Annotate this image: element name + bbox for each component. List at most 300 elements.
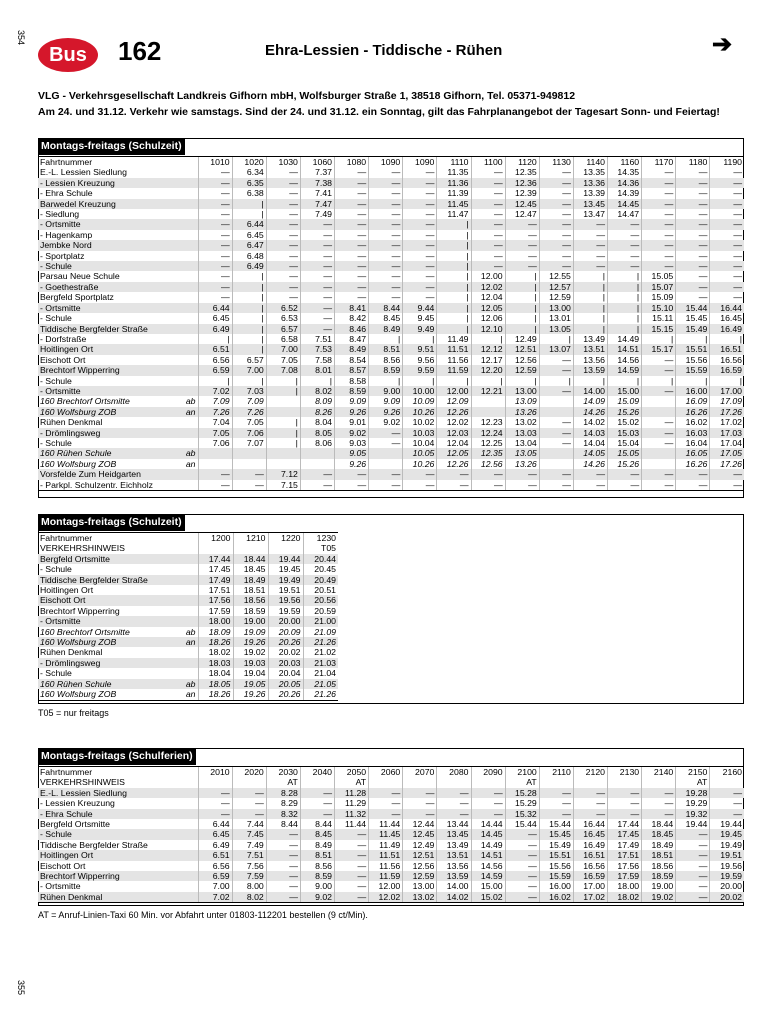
departure-time: 18.56	[642, 861, 676, 871]
departure-time: —	[505, 850, 539, 860]
departure-time: —	[300, 271, 334, 281]
departure-time: 19.44	[676, 819, 710, 829]
timetable-row	[38, 637, 338, 647]
departure-time: 6.48	[232, 251, 266, 261]
stop-name: 160 Brechtorf Ortsmitte	[40, 396, 130, 407]
trip-number: 1090	[369, 157, 403, 168]
departure-time: —	[369, 251, 403, 261]
departure-time: —	[642, 798, 676, 808]
departure-time: —	[676, 167, 710, 177]
departure-time: —	[676, 240, 710, 250]
departure-time: 7.51	[232, 850, 266, 860]
departure-time: 7.56	[232, 861, 266, 871]
stop-name: - Parkpl. Schulzentr. Eichholz	[38, 480, 178, 491]
departure-time: |	[232, 199, 266, 209]
stop-name: - Ortsmitte	[38, 386, 178, 396]
departure-time: —	[710, 788, 744, 798]
arrival-departure-marker	[178, 282, 198, 292]
stop-name: - Ortsmitte	[38, 219, 178, 229]
departure-time: 9.56	[403, 355, 437, 365]
departure-time: 13.39	[573, 188, 607, 198]
departure-time: 12.39	[505, 188, 539, 198]
departure-time: 19.26	[233, 689, 268, 700]
departure-time: 15.09	[642, 292, 676, 302]
departure-time: 16.56	[573, 861, 607, 871]
stop-name: Tiddische Bergfelder Straße	[38, 324, 178, 334]
timetable-row	[38, 788, 744, 798]
departure-time: 12.02	[437, 417, 471, 427]
departure-time: |	[266, 417, 300, 427]
departure-time: —	[710, 469, 744, 479]
departure-time: —	[403, 271, 437, 281]
departure-time: —	[266, 881, 300, 891]
departure-time: 11.28	[335, 788, 369, 798]
arrival-departure-marker	[178, 480, 198, 491]
departure-time: |	[505, 376, 539, 386]
departure-time: 6.45	[198, 829, 232, 839]
departure-time: 18.09	[198, 627, 233, 637]
stop-name: Tiddische Bergfelder Straße	[38, 575, 178, 585]
departure-time: —	[335, 209, 369, 219]
departure-time: 12.09	[437, 396, 471, 406]
timetable-row	[38, 554, 338, 564]
departure-time: 18.59	[642, 871, 676, 881]
departure-time: —	[266, 178, 300, 188]
arrival-departure-marker: ab	[178, 679, 198, 689]
departure-time: —	[676, 881, 710, 891]
departure-time: 19.03	[233, 658, 268, 668]
departure-time: 20.56	[303, 595, 338, 605]
departure-time: 8.45	[300, 829, 334, 839]
departure-time: —	[676, 282, 710, 292]
departure-time: —	[198, 798, 232, 808]
departure-time: 12.02	[471, 282, 505, 292]
departure-time: |	[573, 303, 607, 313]
timetable-row	[38, 809, 744, 819]
departure-time: 14.47	[608, 209, 642, 219]
arrival-departure-marker	[178, 324, 198, 334]
departure-time: 11.44	[335, 819, 369, 829]
departure-time: —	[266, 850, 300, 860]
departure-time: —	[539, 251, 573, 261]
departure-time: —	[300, 292, 334, 302]
timetable-row	[38, 819, 744, 829]
departure-time: AT	[676, 777, 710, 787]
departure-time: |	[676, 376, 710, 386]
departure-time: 19.02	[233, 647, 268, 657]
departure-time: —	[505, 251, 539, 261]
departure-time: 16.02	[539, 892, 573, 903]
departure-time: —	[369, 798, 403, 808]
departure-time: |	[642, 376, 676, 386]
departure-time: 7.37	[300, 167, 334, 177]
departure-time: —	[198, 469, 232, 479]
arrival-departure-marker	[178, 230, 198, 240]
departure-time: 12.56	[505, 355, 539, 365]
departure-time: —	[642, 438, 676, 448]
departure-time: 10.26	[403, 407, 437, 417]
departure-time: 18.56	[233, 595, 268, 605]
bus-logo: Bus	[38, 38, 98, 72]
departure-time: 15.44	[539, 819, 573, 829]
departure-time: 19.02	[642, 892, 676, 903]
departure-time: 15.51	[676, 344, 710, 354]
departure-time: 11.56	[437, 355, 471, 365]
departure-time: 17.02	[710, 417, 744, 427]
departure-time: 16.03	[676, 428, 710, 438]
departure-time	[369, 448, 403, 458]
departure-time: 11.49	[437, 334, 471, 344]
departure-time: —	[266, 188, 300, 198]
departure-time: —	[403, 292, 437, 302]
departure-time: —	[642, 188, 676, 198]
departure-time: —	[335, 480, 369, 491]
departure-time: —	[403, 209, 437, 219]
departure-time: —	[539, 240, 573, 250]
departure-time: —	[403, 199, 437, 209]
trip-number: 2120	[573, 767, 607, 778]
departure-time: 15.49	[676, 324, 710, 334]
stop-name: - Dorfstraße	[40, 333, 87, 344]
departure-time: —	[437, 788, 471, 798]
departure-time: |	[505, 324, 539, 334]
departure-time: 7.05	[266, 355, 300, 365]
departure-time: 12.56	[471, 459, 505, 469]
timetable-row	[38, 407, 744, 417]
timetable-row	[38, 240, 744, 250]
departure-time: 14.49	[471, 840, 505, 850]
timetable-header-row	[38, 157, 744, 168]
departure-time: —	[642, 355, 676, 365]
departure-time: 18.00	[198, 616, 233, 626]
departure-time: —	[608, 809, 642, 819]
departure-time: 11.56	[369, 861, 403, 871]
departure-time: —	[232, 469, 266, 479]
departure-time: 19.51	[268, 585, 303, 595]
departure-time: 8.41	[335, 303, 369, 313]
departure-time: 20.03	[268, 658, 303, 668]
departure-time: 19.59	[710, 871, 744, 881]
departure-time: 15.51	[539, 850, 573, 860]
departure-time: 21.26	[303, 637, 338, 647]
departure-time: 12.04	[437, 438, 471, 448]
departure-time: |	[471, 334, 505, 344]
departure-time: —	[403, 809, 437, 819]
departure-time: —	[642, 469, 676, 479]
arrival-departure-marker	[178, 892, 198, 903]
departure-time: 9.51	[403, 344, 437, 354]
departure-time: 19.45	[710, 829, 744, 839]
section-title-2: Montags-freitags (Schulzeit)	[38, 514, 185, 531]
departure-time: 20.49	[303, 575, 338, 585]
departure-time: —	[266, 261, 300, 271]
departure-time: 13.26	[505, 407, 539, 417]
departure-time: 12.45	[403, 829, 437, 839]
departure-time: 13.44	[437, 819, 471, 829]
departure-time: 15.05	[642, 271, 676, 281]
trip-number: 1180	[676, 157, 710, 168]
departure-time: 20.02	[710, 892, 744, 903]
departure-time: AT	[335, 777, 369, 787]
departure-time: —	[403, 282, 437, 292]
departure-time: 12.10	[471, 324, 505, 334]
departure-time	[266, 459, 300, 469]
arrival-departure-marker	[178, 167, 198, 177]
arrival-departure-marker	[178, 840, 198, 850]
departure-time: 11.35	[437, 167, 471, 177]
departure-time: 12.49	[403, 840, 437, 850]
stop-name: Fahrtnummer	[38, 767, 178, 778]
departure-time: |	[266, 428, 300, 438]
departure-time: 19.05	[233, 679, 268, 689]
trip-number: 2010	[198, 767, 232, 778]
departure-time: 21.03	[303, 658, 338, 668]
departure-time: —	[710, 251, 744, 261]
departure-time: 21.00	[303, 616, 338, 626]
stop-name: Tiddische Bergfelder Straße	[40, 839, 148, 850]
arrival-departure-marker	[178, 871, 198, 881]
departure-time: 16.00	[676, 386, 710, 396]
departure-time: 7.47	[300, 199, 334, 209]
departure-time	[710, 777, 744, 787]
trip-number: 2100	[505, 767, 539, 778]
departure-time	[232, 459, 266, 469]
departure-time: —	[642, 240, 676, 250]
departure-time: 20.05	[268, 679, 303, 689]
departure-time: 21.02	[303, 647, 338, 657]
departure-time: —	[403, 167, 437, 177]
holiday-note: Am 24. und 31.12. Verkehr wie samstags. Sind der 24. und 31.12. ein Sonntag, gilt das Fahrplanangebot der Tagesart Sonn- und Feiertag!	[38, 106, 720, 118]
departure-time: 18.05	[198, 679, 233, 689]
departure-time: —	[300, 230, 334, 240]
arrival-departure-marker	[178, 668, 198, 678]
departure-time: 12.36	[505, 178, 539, 188]
stop-name: Brechtorf Wipperring	[38, 871, 178, 881]
departure-time: 14.39	[608, 188, 642, 198]
timetable-row	[38, 892, 744, 903]
departure-time: —	[642, 417, 676, 427]
departure-time: 17.09	[710, 396, 744, 406]
departure-time: 18.26	[198, 689, 233, 700]
arrival-departure-marker	[178, 219, 198, 229]
departure-time: —	[335, 251, 369, 261]
departure-time: 12.51	[505, 344, 539, 354]
departure-time: —	[335, 199, 369, 209]
departure-time: |	[539, 376, 573, 386]
departure-time: —	[642, 167, 676, 177]
arrival-departure-marker	[178, 261, 198, 271]
departure-time: 7.07	[232, 438, 266, 448]
departure-time: 18.45	[642, 829, 676, 839]
departure-time: 15.15	[642, 324, 676, 334]
departure-time: 12.26	[437, 407, 471, 417]
right-arrow-icon: ➔	[712, 31, 733, 58]
arrival-departure-marker	[178, 334, 198, 344]
departure-time	[198, 543, 233, 553]
departure-time: 16.09	[676, 396, 710, 406]
departure-time: —	[676, 871, 710, 881]
departure-time: |	[266, 386, 300, 396]
departure-time: 13.05	[505, 448, 539, 458]
arrival-departure-marker	[178, 386, 198, 396]
timetable-row	[38, 595, 338, 605]
departure-time: 9.26	[335, 407, 369, 417]
departure-time: 7.02	[198, 386, 232, 396]
departure-time: —	[369, 219, 403, 229]
departure-time: —	[335, 271, 369, 281]
departure-time: —	[300, 788, 334, 798]
section-title-3: Montags-freitags (Schulferien)	[38, 748, 196, 765]
departure-time: 12.00	[437, 386, 471, 396]
departure-time: 21.04	[303, 668, 338, 678]
departure-time: —	[369, 199, 403, 209]
departure-time: —	[471, 798, 505, 808]
departure-time: —	[300, 469, 334, 479]
departure-time: —	[573, 251, 607, 261]
departure-time: —	[676, 469, 710, 479]
departure-time: 13.47	[573, 209, 607, 219]
departure-time: 14.00	[437, 881, 471, 891]
arrival-departure-marker: ab	[178, 448, 198, 458]
departure-time: 13.04	[505, 438, 539, 448]
trip-number: 2070	[403, 767, 437, 778]
departure-time: —	[369, 788, 403, 798]
section-title-1: Montags-freitags (Schulzeit)	[38, 138, 185, 155]
departure-time: —	[642, 230, 676, 240]
departure-time: |	[232, 271, 266, 281]
timetable-row	[38, 575, 338, 585]
departure-time: |	[505, 313, 539, 323]
stop-name: E.-L. Lessien Siedlung	[40, 167, 127, 178]
arrival-departure-marker	[178, 595, 198, 605]
departure-time: T05	[303, 543, 338, 553]
departure-time: 15.59	[539, 871, 573, 881]
arrival-departure-marker	[178, 575, 198, 585]
stop-name: - Schule	[40, 437, 72, 448]
departure-time: 18.03	[198, 658, 233, 668]
departure-time: 20.45	[303, 564, 338, 574]
departure-time: —	[198, 261, 232, 271]
departure-time: 6.44	[198, 303, 232, 313]
departure-time: —	[471, 469, 505, 479]
departure-time: |	[232, 292, 266, 302]
stop-name: - Drömlingsweg	[38, 428, 178, 438]
departure-time: —	[539, 386, 573, 396]
departure-time: |	[505, 292, 539, 302]
departure-time: 11.47	[437, 209, 471, 219]
departure-time: —	[198, 292, 232, 302]
departure-time: 16.44	[573, 819, 607, 829]
departure-time: 7.15	[266, 480, 300, 491]
departure-time: —	[300, 798, 334, 808]
departure-time: 11.59	[437, 365, 471, 375]
departure-time: 8.42	[335, 313, 369, 323]
arrival-departure-marker	[178, 157, 198, 168]
trip-number: 1230	[303, 533, 338, 544]
trip-number: 1030	[266, 157, 300, 168]
departure-time: —	[266, 892, 300, 903]
departure-time: —	[539, 230, 573, 240]
departure-time	[471, 407, 505, 417]
departure-time: —	[300, 219, 334, 229]
departure-time: 18.51	[233, 585, 268, 595]
departure-time: |	[369, 376, 403, 386]
arrival-departure-marker	[178, 344, 198, 354]
trip-number: 1080	[335, 157, 369, 168]
departure-time: 8.58	[335, 376, 369, 386]
departure-time: 16.02	[676, 417, 710, 427]
departure-time: —	[539, 417, 573, 427]
departure-time: 13.00	[403, 881, 437, 891]
departure-time: 12.55	[539, 271, 573, 281]
departure-time: —	[198, 809, 232, 819]
timetable-row	[38, 344, 744, 354]
departure-time: 9.49	[403, 324, 437, 334]
departure-time: |	[505, 282, 539, 292]
departure-time: 7.04	[198, 417, 232, 427]
trip-number: 1190	[710, 157, 744, 168]
departure-time: —	[642, 365, 676, 375]
departure-time: 19.56	[710, 861, 744, 871]
departure-time: —	[403, 240, 437, 250]
departure-time: 6.35	[232, 178, 266, 188]
timetable-row	[38, 606, 338, 616]
departure-time: —	[676, 219, 710, 229]
arrival-departure-marker	[178, 616, 198, 626]
departure-time: |	[608, 292, 642, 302]
departure-time: 6.44	[198, 819, 232, 829]
departure-time: —	[642, 209, 676, 219]
departure-time: |	[437, 303, 471, 313]
stop-name: Hoitlingen Ort	[38, 344, 178, 354]
departure-time: 17.00	[710, 386, 744, 396]
departure-time: 8.44	[300, 819, 334, 829]
departure-time: —	[676, 892, 710, 903]
departure-time: —	[198, 282, 232, 292]
departure-time: 13.02	[505, 417, 539, 427]
departure-time: —	[266, 251, 300, 261]
departure-time: —	[403, 251, 437, 261]
stop-name: VERKEHRSHINWEIS	[40, 543, 125, 554]
departure-time: 10.02	[403, 417, 437, 427]
timetable-row	[38, 282, 744, 292]
departure-time	[642, 459, 676, 469]
stop-name: Rühen Denkmal	[38, 892, 178, 903]
departure-time: 9.09	[335, 396, 369, 406]
departure-time: —	[198, 219, 232, 229]
departure-time: —	[335, 219, 369, 229]
departure-time: —	[505, 480, 539, 491]
timetable-3	[38, 766, 744, 903]
departure-time: 18.04	[198, 668, 233, 678]
departure-time: —	[539, 428, 573, 438]
timetable-row	[38, 386, 744, 396]
trip-number: 1170	[642, 157, 676, 168]
trip-number: 2040	[300, 767, 334, 778]
trip-number: 1110	[437, 157, 471, 168]
departure-time: 15.26	[608, 407, 642, 417]
arrival-departure-marker	[178, 647, 198, 657]
departure-time: 11.39	[437, 188, 471, 198]
arrival-departure-marker	[178, 313, 198, 323]
departure-time: |	[710, 334, 744, 344]
departure-time: 11.32	[335, 809, 369, 819]
departure-time: 11.59	[369, 871, 403, 881]
departure-time: 9.03	[335, 438, 369, 448]
departure-time: 18.44	[642, 819, 676, 829]
departure-time: 8.28	[266, 788, 300, 798]
departure-time: |	[300, 376, 334, 386]
